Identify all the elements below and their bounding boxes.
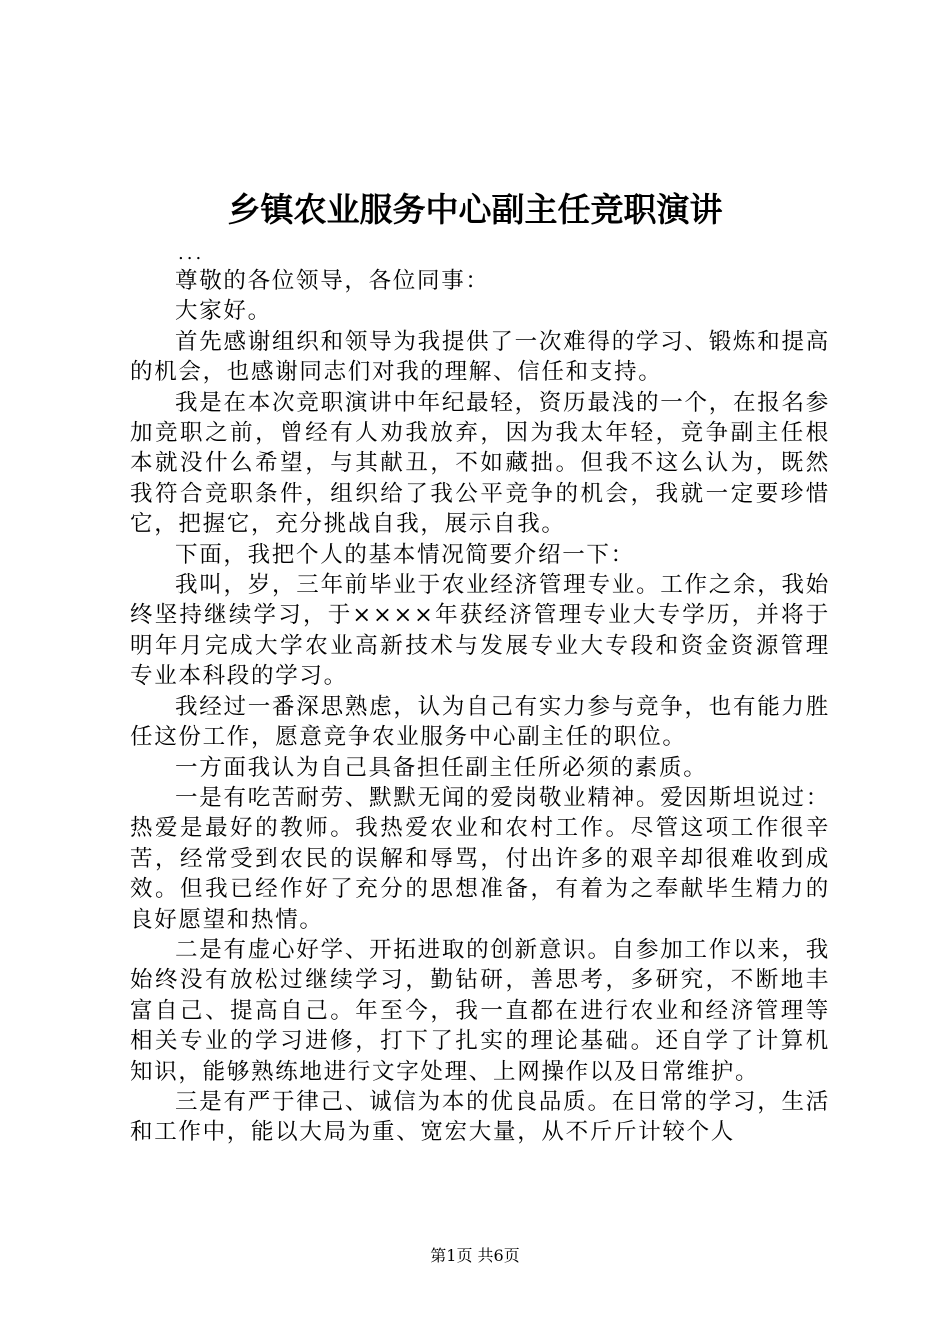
- body-paragraph: 我叫，岁，三年前毕业于农业经济管理专业。工作之余，我始终坚持继续学习，于××××年获经济管理专业大专学历，并将于明年月完成大学农业高新技术与发展专业大专段和资金资源管理专业本科段的学习。: [130, 572, 830, 690]
- body-paragraph: 二是有虚心好学、开拓进取的创新意识。自参加工作以来，我始终没有放松过继续学习，勤钻研，善思考，多研究，不断地丰富自己、提高自己。年至今，我一直都在进行农业和经济管理等相关专业的学习进修，打下了扎实的理论基础。还自学了计算机知识，能够熟练地进行文字处理、上网操作以及日常维护。: [130, 936, 830, 1085]
- greeting-paragraph: 大家好。: [175, 298, 272, 325]
- body-paragraph: 我经过一番深思熟虑，认为自己有实力参与竞争，也有能力胜任这份工作，愿意竞争农业服务中心副主任的职位。: [130, 693, 830, 751]
- document-body: [130, 266, 830, 1148]
- body-paragraph: 下面，我把个人的基本情况简要介绍一下：: [175, 541, 635, 568]
- body-paragraph: 三是有严于律己、诚信为本的优良品质。在日常的学习，生活和工作中，能以大局为重、宽宏大量，从不斤斤计较个人: [130, 1088, 830, 1146]
- body-paragraph: 首先感谢组织和领导为我提供了一次难得的学习、锻炼和提高的机会，也感谢同志们对我的理解、信任和支持。: [130, 328, 830, 386]
- body-paragraph: 我是在本次竞职演讲中年纪最轻，资历最浅的一个，在报名参加竞职之前，曾经有人劝我放弃，因为我太年轻，竞争副主任根本就没什么希望，与其献丑，不如藏拙。但我不这么认为，既然我符合竞职条件，组织给了我公平竞争的机会，我就一定要珍惜它，把握它，充分挑战自我，展示自我。: [130, 389, 830, 538]
- ellipsis-marker: ...: [178, 243, 205, 264]
- page-footer: 第1页 共6页: [430, 1246, 520, 1265]
- salutation-paragraph: 尊敬的各位领导，各位同事：: [175, 268, 490, 294]
- body-paragraph: 一方面我认为自己具备担任副主任所必须的素质。: [175, 754, 708, 781]
- body-paragraph: 一是有吃苦耐劳、默默无闻的爱岗敬业精神。爱因斯坦说过：热爱是最好的教师。我热爱农业和农村工作。尽管这项工作很辛苦，经常受到农民的误解和辱骂，付出许多的艰辛却很难收到成效。但我已经作好了充分的思想准备，有着为之奉献毕生精力的良好愿望和热情。: [130, 784, 830, 933]
- page-title: 乡镇农业服务中心副主任竞职演讲: [227, 190, 723, 229]
